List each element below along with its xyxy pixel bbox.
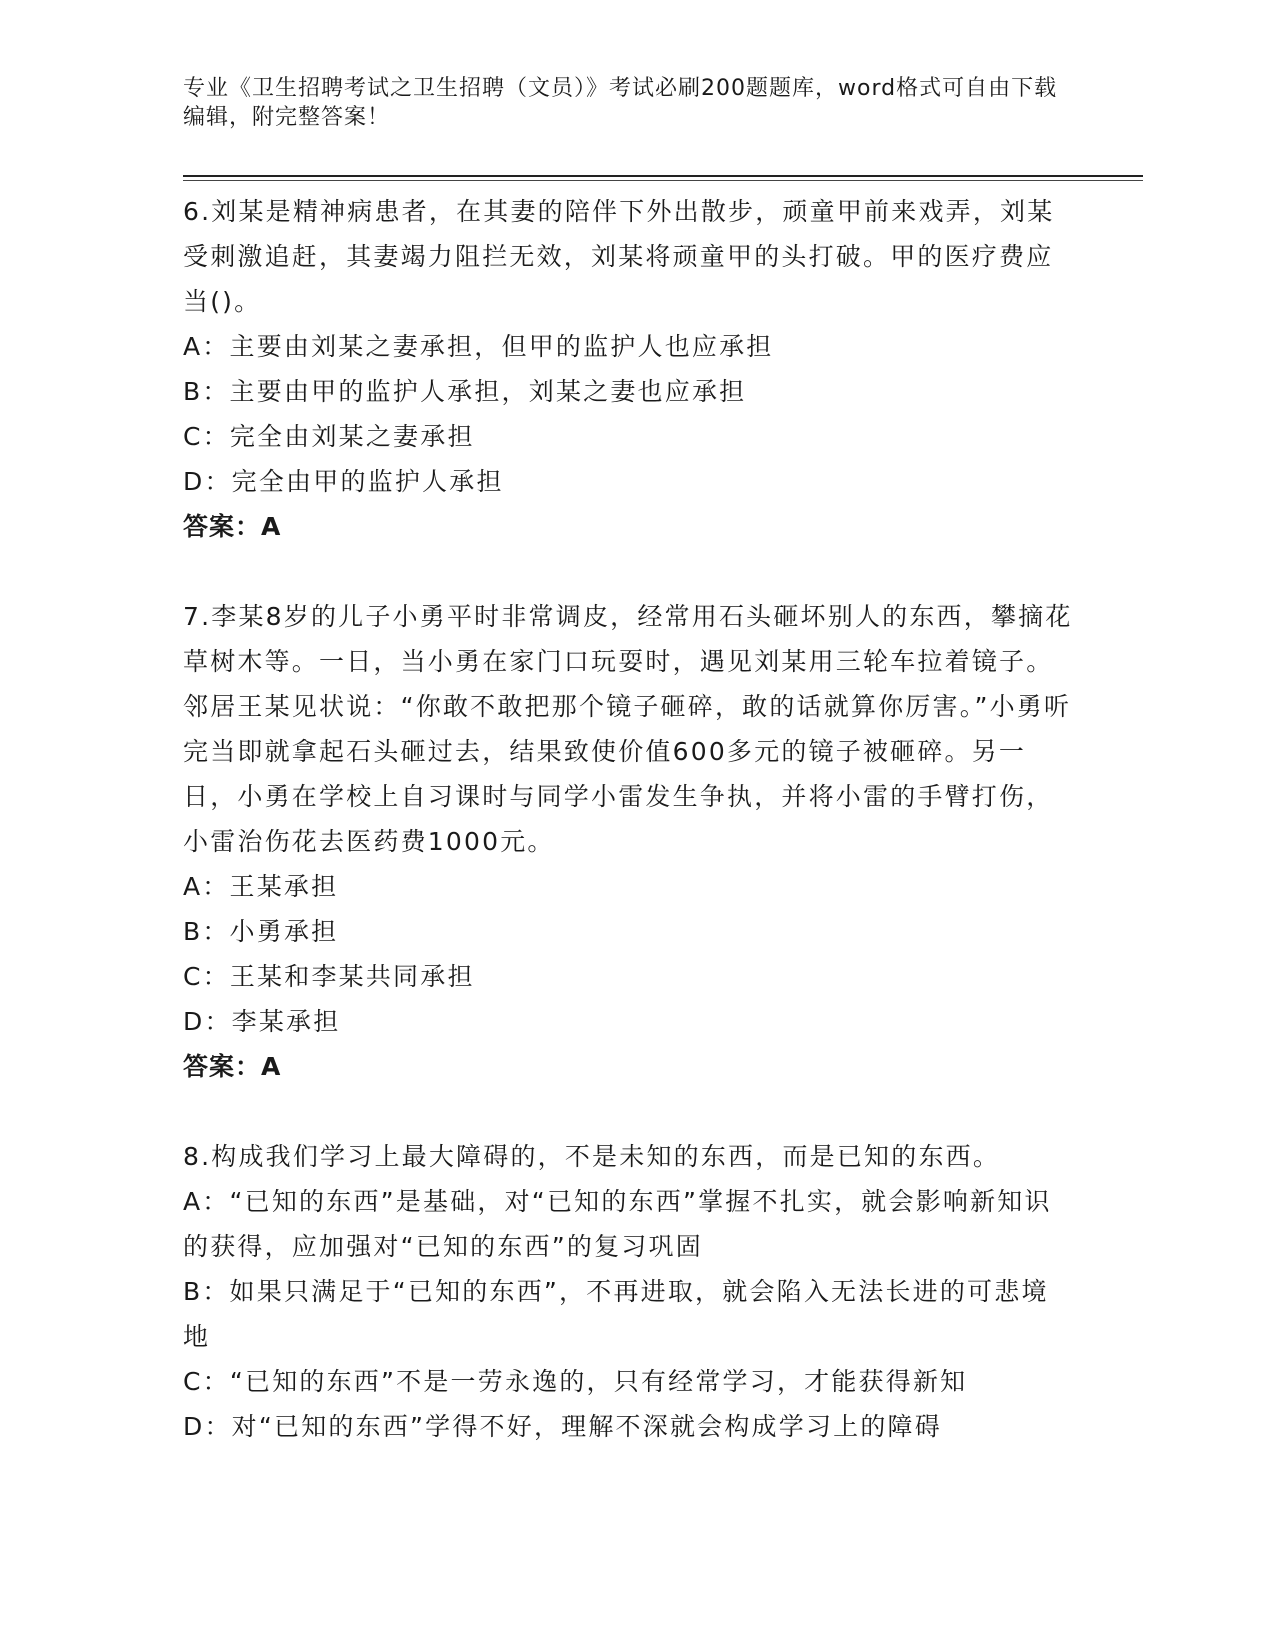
option-a: A：王某承担 bbox=[183, 872, 339, 901]
question-7 bbox=[183, 594, 1073, 1089]
question-text: 6.刘某是精神病患者，在其妻的陪伴下外出散步，顽童甲前来戏弄，刘某受刺激追赶，其妻竭力阻拦无效，刘某将顽童甲的头打破。甲的医疗费应当()。 bbox=[183, 197, 1055, 316]
option-c: C：“已知的东西”不是一劳永逸的，只有经常学习，才能获得新知 bbox=[183, 1367, 968, 1396]
option-b: B：如果只满足于“已知的东西”，不再进取，就会陷入无法长进的可悲境地 bbox=[183, 1277, 1049, 1351]
question-text: 8.构成我们学习上最大障碍的，不是未知的东西，而是已知的东西。 bbox=[183, 1142, 1001, 1171]
question-text: 7.李某8岁的儿子小勇平时非常调皮，经常用石头砸坏别人的东西，攀摘花草树木等。一日，当小勇在家门口玩耍时，遇见刘某用三轮车拉着镜子。邻居王某见状说：“你敢不敢把那个镜子砸碎，敢的话就算你厉害。”小勇听完当即就拿起石头砸过去，结果致使价值600多元的镜子被砸碎。另一日，小勇在学校上自习课时与同学小雷发生争执，并将小雷的手臂打伤，小雷治伤花去医药费1000元。 bbox=[183, 602, 1073, 856]
option-d: D：李某承担 bbox=[183, 1007, 341, 1036]
questions-section bbox=[183, 189, 1073, 1449]
header-divider-thick bbox=[183, 175, 1143, 177]
option-a: A：主要由刘某之妻承担，但甲的监护人也应承担 bbox=[183, 332, 774, 361]
option-d: D：完全由甲的监护人承担 bbox=[183, 467, 504, 496]
spacer bbox=[183, 1089, 1073, 1134]
header-divider-thin bbox=[183, 180, 1143, 181]
answer: 答案：A bbox=[183, 512, 282, 541]
question-8 bbox=[183, 1134, 1073, 1449]
option-c: C：王某和李某共同承担 bbox=[183, 962, 475, 991]
document-header: 专业《卫生招聘考试之卫生招聘（文员）》考试必刷200题题库，word格式可自由下载编辑，附完整答案！ bbox=[183, 76, 1058, 130]
option-c: C：完全由刘某之妻承担 bbox=[183, 422, 475, 451]
option-d: D：对“已知的东西”学得不好，理解不深就会构成学习上的障碍 bbox=[183, 1412, 942, 1441]
option-b: B：小勇承担 bbox=[183, 917, 339, 946]
spacer bbox=[183, 549, 1073, 594]
option-a: A：“已知的东西”是基础，对“已知的东西”掌握不扎实，就会影响新知识的获得，应加强对“已知的东西”的复习巩固 bbox=[183, 1187, 1052, 1261]
answer: 答案：A bbox=[183, 1052, 282, 1081]
question-6 bbox=[183, 189, 1073, 549]
option-b: B：主要由甲的监护人承担，刘某之妻也应承担 bbox=[183, 377, 747, 406]
